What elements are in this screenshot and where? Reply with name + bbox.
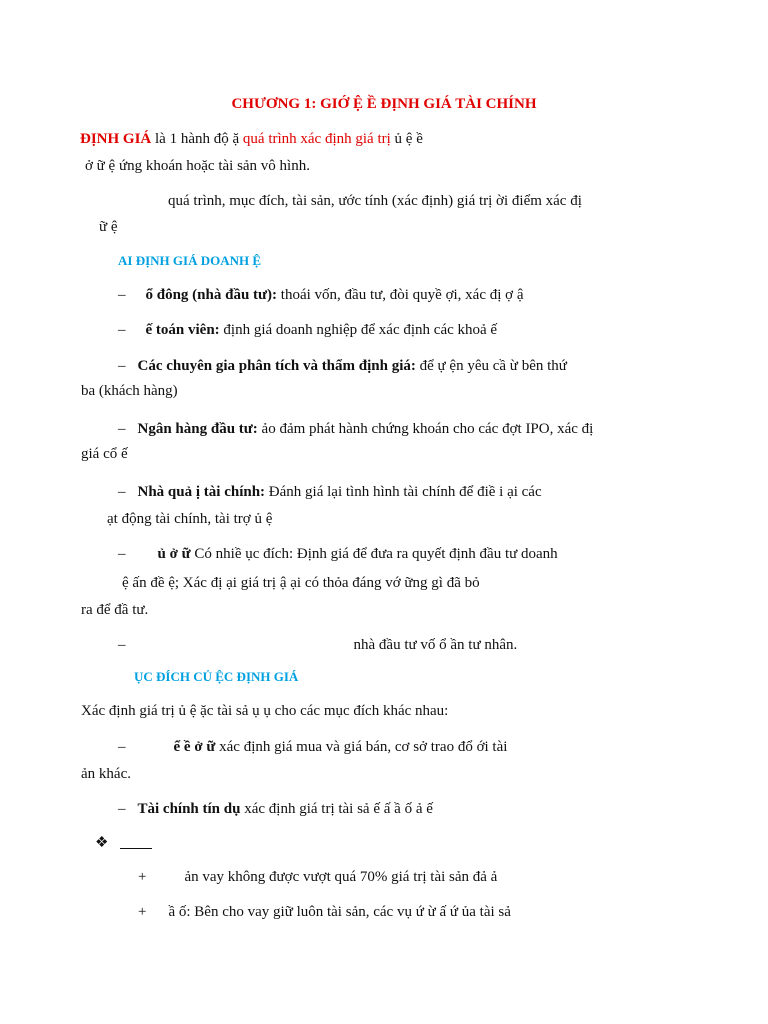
definition-line-2: ở ữ ệ ứng khoán hoặc tài sản vô hình.	[85, 158, 310, 174]
list-item-continuation: ạt động tài chính, tài trợ ủ ệ	[107, 511, 273, 527]
list-item: – Các chuyên gia phân tích và thẩm định giá: để ự ện yêu cầ ừ bên thứ	[118, 358, 567, 374]
list-item: – Tài chính tín dụ xác định giá trị tài sả ế ấ ầ ố ả ế	[118, 801, 433, 817]
list-item: – ể ề ở ữ xác định giá mua và giá bán, cơ sở trao đổ ới tài	[118, 739, 508, 755]
bullet-item	[95, 834, 152, 852]
list-item: – ủ ở ữ Có nhiề ục đích: Định giá để đưa ra quyết định đầu tư doanh	[118, 546, 558, 562]
definition-line-1	[80, 130, 423, 148]
list-item-continuation: ản khác.	[81, 766, 131, 782]
section-heading-who: AI ĐỊNH GIÁ DOANH Ệ	[118, 253, 262, 268]
list-item: – nhà đầu tư vố ổ ần tư nhân.	[118, 637, 518, 653]
definition-line-4: ữ ệ	[99, 219, 118, 235]
sub-list-item: + ầ ố: Bên cho vay giữ luôn tài sản, các vụ ứ ừ ấ ứ ủa tài sả	[138, 904, 511, 920]
section-heading-purpose: ỤC ĐÍCH CỦ ỆC ĐỊNH GIÁ	[134, 669, 299, 684]
diamond-bullet-icon: ❖	[95, 835, 109, 851]
list-item: – ế toán viên: định giá doanh nghiệp để xác định các khoả ế	[118, 322, 498, 338]
list-item-continuation: ba (khách hàng)	[81, 383, 178, 399]
definition-highlight: quá trình xác định giá trị	[242, 131, 391, 147]
definition-term: ĐỊNH GIÁ	[80, 131, 152, 147]
chapter-title: CHƯƠNG 1: GIỚ Ệ Ề ĐỊNH GIÁ TÀI CHÍNH	[231, 96, 537, 112]
list-item: – ổ đông (nhà đầu tư): thoái vốn, đầu tư, đòi quyề ợi, xác đị ợ ậ	[118, 287, 524, 303]
list-item-continuation: giá cổ ế	[81, 446, 128, 462]
list-item-continuation: ra để đầ tư.	[81, 602, 149, 618]
list-item-continuation: ệ ấn đề ệ; Xác đị ại giá trị ậ ại có thỏa đáng vớ ững gì đã bỏ	[122, 575, 480, 591]
definition-tail: ủ ệ ề	[390, 131, 423, 147]
sub-list-item: + ản vay không được vượt quá 70% giá trị tài sản đả ả	[138, 869, 498, 885]
definition-line-3: quá trình, mục đích, tài sản, ước tính (xác định) giá trị ời điểm xác đị	[168, 193, 582, 209]
definition-text: là 1 hành độ ặ	[151, 131, 243, 147]
list-item: – Ngân hàng đầu tư: ảo đảm phát hành chứng khoán cho các đợt IPO, xác đị	[118, 421, 594, 437]
list-item: – Nhà quả ị tài chính: Đánh giá lại tình hình tài chính để điề i ại các	[118, 484, 542, 500]
paragraph: Xác định giá trị ủ ệ ặc tài sả ụ ụ cho các mục đích khác nhau:	[81, 703, 449, 719]
blank-underline	[120, 848, 152, 849]
